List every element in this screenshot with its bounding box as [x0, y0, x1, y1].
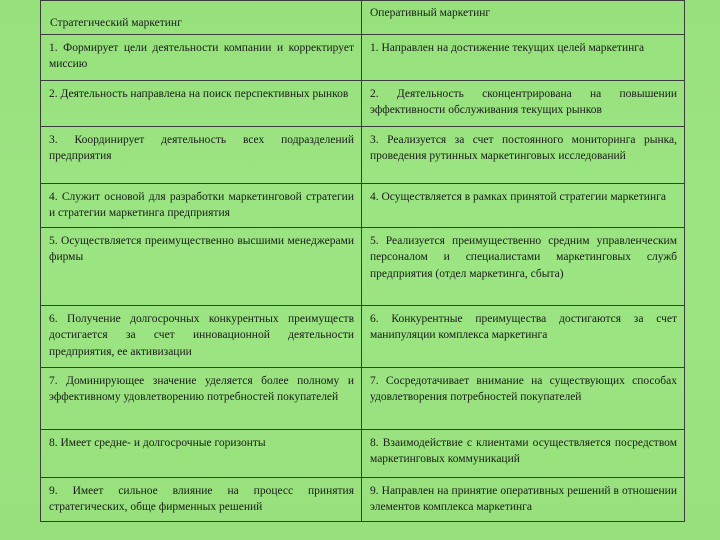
table-row	[41, 478, 685, 522]
operational-cell: 9. Направлен на принятие оперативных решений в отношении элементов комплекса маркетинга	[362, 478, 685, 522]
header-strategic-cell	[41, 1, 362, 35]
table-row	[41, 35, 685, 81]
strategic-cell: 3. Координирует деятельность всех подразделений предприятия	[41, 127, 362, 184]
table-row	[41, 184, 685, 228]
table-row	[41, 306, 685, 368]
strategic-cell: 4. Служит основой для разработки маркетинговой стратегии и стратегии маркетинга предприятия	[41, 184, 362, 228]
header-strategic: Стратегический маркетинг	[50, 16, 182, 29]
strategic-cell: 5. Осуществляется преимущественно высшими менеджерами фирмы	[41, 228, 362, 306]
strategic-cell: 9. Имеет сильное влияние на процесс принятия стратегических, обще фирменных решений	[41, 478, 362, 522]
table-row	[41, 430, 685, 478]
operational-cell: 8. Взаимодействие с клиентами осуществляется посредством маркетинговых коммуникаций	[362, 430, 685, 478]
operational-cell: 5. Реализуется преимущественно средним управленческим персоналом и специалистами маркетинговых служб предприятия (отдел маркетинга, сбыта)	[362, 228, 685, 306]
strategic-cell: 1. Формирует цели деятельности компании и корректирует миссию	[41, 35, 362, 81]
table-row	[41, 368, 685, 430]
operational-cell: 3. Реализуется за счет постоянного мониторинга рынка, проведения рутинных маркетинговых исследований	[362, 127, 685, 184]
table-row	[41, 81, 685, 127]
table-header-row	[41, 1, 685, 35]
operational-cell: 6. Конкурентные преимущества достигаются за счет манипуляции комплекса маркетинга	[362, 306, 685, 368]
operational-cell: 7. Сосредотачивает внимание на существующих способах удовлетворения потребностей покупателей	[362, 368, 685, 430]
operational-cell: 4. Осуществляется в рамках принятой стратегии маркетинга	[362, 184, 685, 228]
strategic-cell: 2. Деятельность направлена на поиск перспективных рынков	[41, 81, 362, 127]
header-operational: Оперативный маркетинг	[370, 7, 491, 19]
comparison-table	[40, 0, 685, 522]
operational-cell: 2. Деятельность сконцентрирована на повышении эффективности обслуживания текущих рынков	[362, 81, 685, 127]
table-row	[41, 127, 685, 184]
operational-cell: 1. Направлен на достижение текущих целей маркетинга	[362, 35, 685, 81]
strategic-cell: 8. Имеет средне- и долгосрочные горизонты	[41, 430, 362, 478]
strategic-cell: 7. Доминирующее значение уделяется более полному и эффективному удовлетворению потребностей покупателей	[41, 368, 362, 430]
header-operational-cell	[362, 1, 685, 35]
strategic-cell: 6. Получение долгосрочных конкурентных преимуществ достигается за счет инновационной деятельности предприятия, ее активизации	[41, 306, 362, 368]
table-row	[41, 228, 685, 306]
